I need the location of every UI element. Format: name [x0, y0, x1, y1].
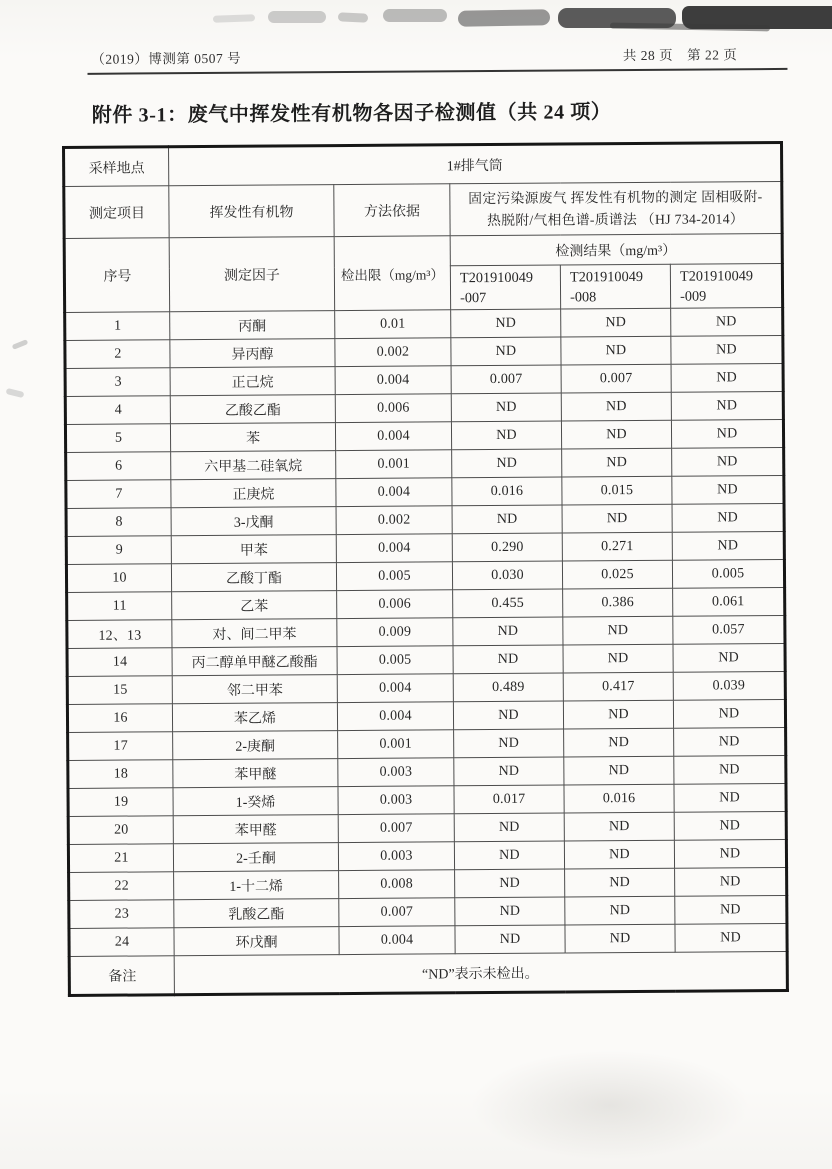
row-limit: 0.007: [338, 814, 454, 843]
row-no: 23: [69, 900, 174, 929]
row-limit: 0.003: [338, 786, 454, 815]
sample-id-1-suffix: -007: [460, 289, 487, 306]
row-limit: 0.008: [339, 870, 455, 899]
row-result-1: 0.016: [452, 477, 562, 506]
row-limit: 0.004: [336, 534, 452, 563]
row-no: 16: [67, 704, 172, 733]
doc-number: （2019）博测第 0507 号: [91, 50, 242, 67]
row-result-3: ND: [672, 503, 784, 532]
row-result-3: 0.039: [673, 671, 785, 700]
row-result-2: 0.015: [562, 476, 672, 505]
row-result-3: 0.005: [672, 559, 784, 588]
row-result-1: ND: [453, 701, 563, 730]
row-result-1: ND: [454, 813, 564, 842]
row-result-2: ND: [565, 868, 675, 897]
row-result-2: ND: [565, 896, 675, 925]
row-factor: 环戊酮: [174, 927, 339, 956]
row-result-1: ND: [451, 393, 561, 422]
table-body: [65, 307, 788, 956]
row-factor: 苯甲醛: [173, 815, 338, 844]
row-factor: 甲苯: [171, 535, 336, 564]
page-indicator: 共 28 页 第 22 页: [622, 47, 738, 64]
row-limit: 0.01: [335, 310, 451, 339]
method-line-1: 固定污染源废气 挥发性有机物的测定 固相吸附-: [468, 188, 763, 206]
row-result-2: 0.025: [562, 560, 672, 589]
col-header-limit: 检出限（mg/m³）: [334, 236, 451, 311]
row-factor: 3-戊酮: [171, 507, 336, 536]
row-no: 17: [68, 732, 173, 761]
row-factor: 1-癸烯: [173, 787, 338, 816]
row-limit: 0.005: [336, 562, 452, 591]
sample-id-2-code: T201910049: [569, 268, 644, 285]
row-no: 11: [67, 592, 172, 621]
header-rule: [87, 68, 787, 75]
document-header: [91, 43, 781, 68]
row-factor: 苯甲醚: [173, 759, 338, 788]
row-limit: 0.005: [337, 646, 453, 675]
row-result-3: ND: [674, 811, 786, 840]
row-result-1: ND: [451, 421, 561, 450]
row-no: 20: [68, 816, 173, 845]
row-limit: 0.004: [337, 702, 453, 731]
row-factor: 苯: [170, 423, 335, 452]
row-result-2: ND: [563, 644, 673, 673]
row-result-1: ND: [455, 925, 565, 954]
sample-id-2-suffix: -008: [570, 288, 597, 305]
row-result-3: 0.057: [673, 615, 785, 644]
row-limit: 0.002: [335, 338, 451, 367]
row-no: 24: [69, 928, 174, 957]
sample-id-3-suffix: -009: [680, 288, 707, 305]
row-limit: 0.003: [338, 842, 454, 871]
row-factor: 2-庚酮: [173, 731, 338, 760]
note-label: 备注: [69, 956, 174, 996]
method-reference: [450, 181, 782, 235]
row-factor: 乙苯: [172, 591, 337, 620]
row-result-3: ND: [675, 923, 787, 952]
row-result-2: ND: [564, 756, 674, 785]
row-no: 6: [66, 452, 171, 481]
row-result-2: ND: [562, 504, 672, 533]
row-no: 14: [67, 648, 172, 677]
row-factor: 乙酸丁酯: [171, 563, 336, 592]
sample-id-1: [450, 265, 560, 310]
row-result-1: ND: [451, 337, 561, 366]
row-no: 2: [65, 340, 170, 369]
row-result-1: ND: [452, 449, 562, 478]
row-factor: 正庚烷: [171, 479, 336, 508]
row-no: 4: [65, 396, 170, 425]
row-result-3: ND: [671, 307, 783, 336]
row-limit: 0.004: [339, 926, 455, 955]
row-no: 22: [69, 872, 174, 901]
row-no: 10: [66, 564, 171, 593]
row-result-2: ND: [561, 308, 671, 337]
row-result-1: ND: [454, 841, 564, 870]
row-result-2: ND: [561, 420, 671, 449]
row-result-1: 0.017: [454, 785, 564, 814]
row-limit: 0.001: [336, 450, 452, 479]
row-result-1: ND: [453, 617, 563, 646]
sampling-site-label: 采样地点: [64, 147, 169, 187]
row-result-1: 0.030: [452, 561, 562, 590]
row-result-3: ND: [672, 531, 784, 560]
method-label: 方法依据: [334, 184, 450, 237]
row-no: 18: [68, 760, 173, 789]
row-result-2: ND: [563, 616, 673, 645]
row-result-1: ND: [454, 757, 564, 786]
row-result-3: ND: [671, 391, 783, 420]
row-result-2: ND: [564, 840, 674, 869]
row-result-3: ND: [671, 335, 783, 364]
results-table: [62, 141, 789, 997]
row-limit: 0.002: [336, 506, 452, 535]
row-result-1: ND: [454, 729, 564, 758]
result-header: 检测结果（mg/m³）: [450, 233, 782, 265]
row-factor: 丙酮: [170, 311, 335, 340]
row-result-2: ND: [563, 700, 673, 729]
row-factor: 丙二醇单甲醚乙酸酯: [172, 647, 337, 676]
row-result-3: ND: [674, 727, 786, 756]
row-result-2: ND: [561, 336, 671, 365]
row-factor: 对、间二甲苯: [172, 619, 337, 648]
row-result-1: 0.455: [453, 589, 563, 618]
row-limit: 0.006: [335, 394, 451, 423]
sample-id-2: [560, 264, 670, 309]
row-result-2: 0.386: [563, 588, 673, 617]
row-factor: 乙酸乙酯: [170, 395, 335, 424]
project-value: 挥发性有机物: [169, 185, 334, 238]
row-no: 1: [65, 312, 170, 341]
row-result-3: ND: [673, 643, 785, 672]
row-result-1: 0.489: [453, 673, 563, 702]
row-limit: 0.004: [335, 366, 451, 395]
row-limit: 0.003: [338, 758, 454, 787]
row-factor: 异丙醇: [170, 339, 335, 368]
row-result-3: ND: [675, 895, 787, 924]
row-result-2: ND: [562, 448, 672, 477]
row-limit: 0.001: [338, 730, 454, 759]
row-result-3: ND: [672, 475, 784, 504]
row-result-3: ND: [674, 755, 786, 784]
row-factor: 六甲基二硅氧烷: [171, 451, 336, 480]
row-limit: 0.004: [337, 674, 453, 703]
row-no: 12、13: [67, 620, 172, 649]
row-limit: 0.007: [339, 898, 455, 927]
row-result-1: 0.007: [451, 365, 561, 394]
row-result-2: 0.016: [564, 784, 674, 813]
row-limit: 0.004: [336, 478, 452, 507]
col-header-no: 序号: [64, 238, 170, 313]
row-factor: 正己烷: [170, 367, 335, 396]
row-result-2: 0.271: [562, 532, 672, 561]
row-result-1: 0.290: [452, 533, 562, 562]
project-label: 测定项目: [64, 186, 169, 239]
row-result-3: ND: [674, 839, 786, 868]
method-line-2: 热脱附/气相色谱-质谱法 （HJ 734-2014）: [487, 210, 745, 228]
row-factor: 苯乙烯: [172, 703, 337, 732]
row-result-3: ND: [673, 699, 785, 728]
row-factor: 1-十二烯: [174, 871, 339, 900]
row-result-3: ND: [671, 419, 783, 448]
row-no: 9: [66, 536, 171, 565]
sample-id-1-code: T201910049: [459, 269, 534, 286]
row-no: 3: [65, 368, 170, 397]
row-result-2: ND: [561, 392, 671, 421]
row-result-1: ND: [455, 897, 565, 926]
row-result-2: ND: [565, 924, 675, 953]
row-result-3: ND: [671, 363, 783, 392]
row-result-2: 0.007: [561, 364, 671, 393]
row-result-1: ND: [452, 505, 562, 534]
row-no: 15: [67, 676, 172, 705]
row-factor: 2-壬酮: [173, 843, 338, 872]
row-result-3: ND: [672, 447, 784, 476]
col-header-factor: 测定因子: [169, 237, 335, 312]
sampling-site-value: 1#排气筒: [169, 142, 782, 185]
row-result-3: ND: [675, 867, 787, 896]
row-result-2: ND: [564, 728, 674, 757]
row-no: 7: [66, 480, 171, 509]
row-no: 19: [68, 788, 173, 817]
row-no: 21: [68, 844, 173, 873]
row-factor: 乳酸乙酯: [174, 899, 339, 928]
row-limit: 0.006: [337, 590, 453, 619]
row-no: 5: [65, 424, 170, 453]
row-limit: 0.004: [335, 422, 451, 451]
row-result-1: ND: [451, 309, 561, 338]
row-result-3: ND: [674, 783, 786, 812]
page-title: 附件 3-1：废气中挥发性有机物各因子检测值（共 24 项）: [91, 101, 612, 127]
sample-id-3-code: T201910049: [679, 267, 754, 285]
sample-id-3: [670, 263, 782, 308]
row-limit: 0.009: [337, 618, 453, 647]
note-value: “ND”表示未检出。: [174, 951, 787, 994]
row-result-3: 0.061: [673, 587, 785, 616]
row-result-1: ND: [455, 869, 565, 898]
row-result-2: 0.417: [563, 672, 673, 701]
row-result-1: ND: [453, 645, 563, 674]
row-no: 8: [66, 508, 171, 537]
row-factor: 邻二甲苯: [172, 675, 337, 704]
row-result-2: ND: [564, 812, 674, 841]
